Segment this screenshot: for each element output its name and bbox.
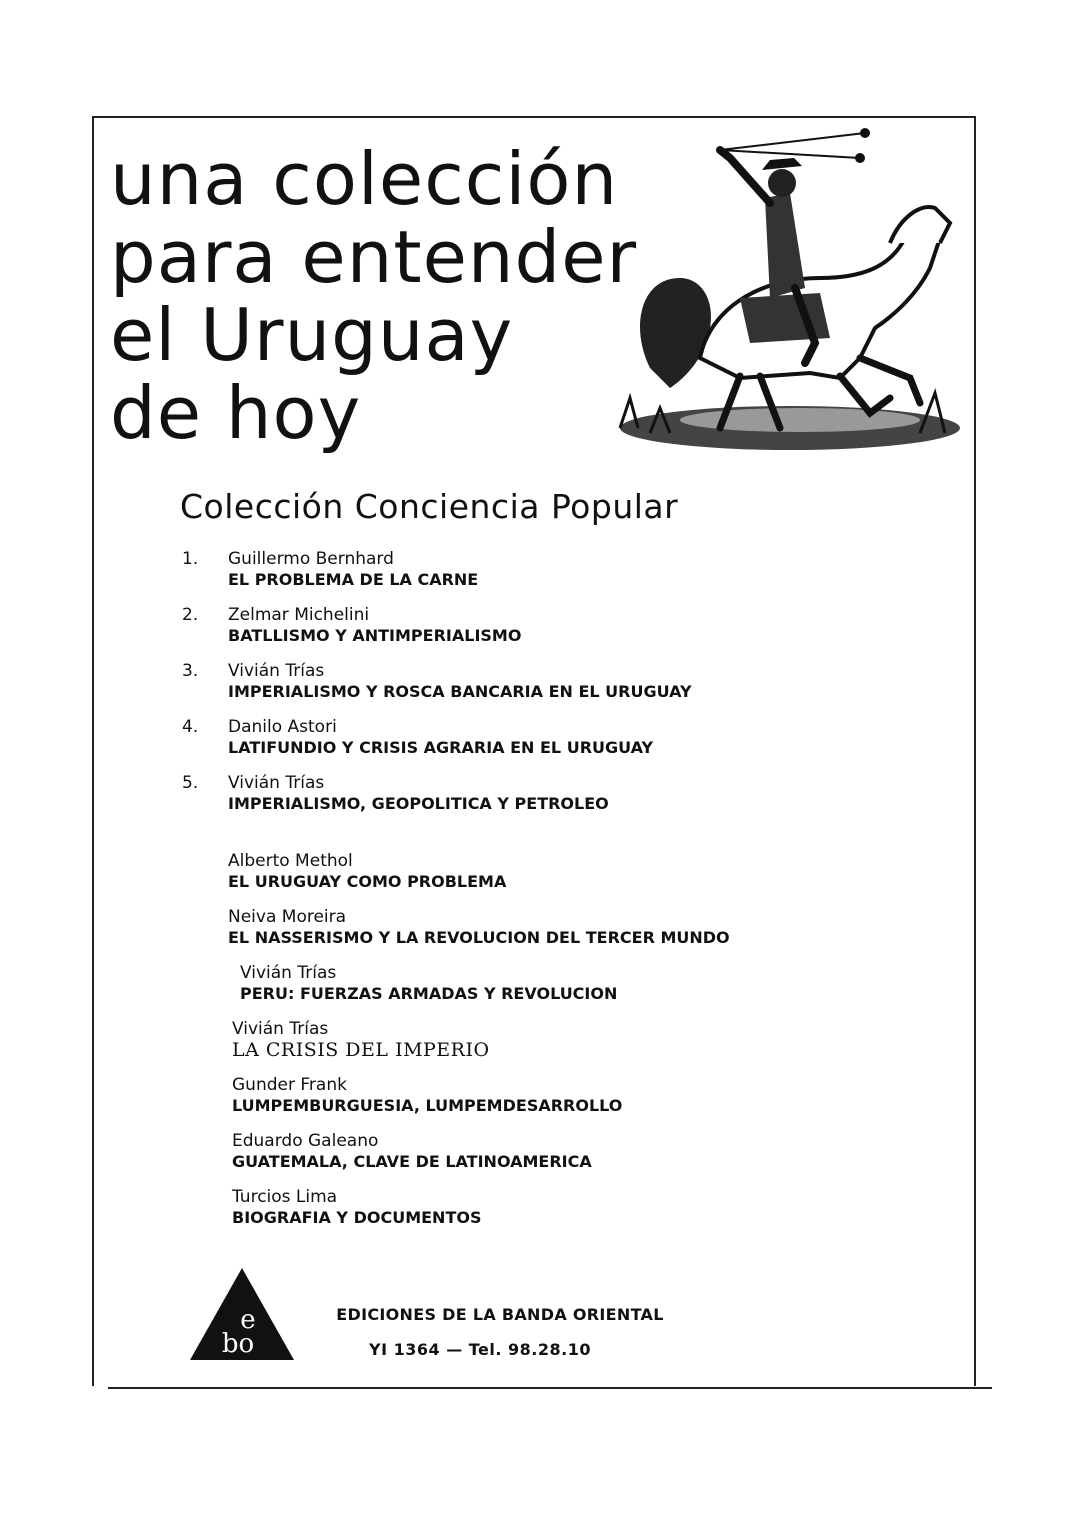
collection-title: Colección Conciencia Popular bbox=[180, 487, 679, 526]
ebo-logo-icon bbox=[190, 1268, 294, 1360]
book-title: IMPERIALISMO Y ROSCA BANCARIA EN EL URUGUAY bbox=[228, 682, 692, 701]
book-title: GUATEMALA, CLAVE DE LATINOAMERICA bbox=[232, 1152, 592, 1171]
book-title: LUMPEMBURGUESIA, LUMPEMDESARROLLO bbox=[232, 1096, 623, 1115]
book-title: LATIFUNDIO Y CRISIS AGRARIA EN EL URUGUAY bbox=[228, 738, 654, 757]
book-title: EL URUGUAY COMO PROBLEMA bbox=[228, 872, 507, 891]
book-author: Eduardo Galeano bbox=[232, 1131, 379, 1151]
book-author: Vivián Trías bbox=[228, 773, 325, 793]
headline-line: el Uruguay bbox=[110, 293, 514, 377]
gaucho-on-horse-icon bbox=[590, 128, 970, 458]
item-number: 1. bbox=[182, 549, 199, 569]
book-title: LA CRISIS DEL IMPERIO bbox=[232, 1039, 490, 1061]
publisher-name: EDICIONES DE LA BANDA ORIENTAL bbox=[336, 1305, 664, 1324]
book-title: IMPERIALISMO, GEOPOLITICA Y PETROLEO bbox=[228, 794, 609, 813]
book-author: Zelmar Michelini bbox=[228, 605, 370, 625]
logo-letters-bo: bo bbox=[221, 1329, 255, 1359]
book-title: BIOGRAFIA Y DOCUMENTOS bbox=[232, 1208, 482, 1227]
book-title: EL NASSERISMO Y LA REVOLUCION DEL TERCER MUNDO bbox=[228, 928, 730, 947]
book-title: BATLLISMO Y ANTIMPERIALISMO bbox=[228, 626, 522, 645]
book-title: PERU: FUERZAS ARMADAS Y REVOLUCION bbox=[240, 984, 618, 1003]
headline-line: de hoy bbox=[110, 371, 362, 455]
book-author: Vivián Trías bbox=[240, 963, 337, 983]
book-title: EL PROBLEMA DE LA CARNE bbox=[228, 570, 479, 589]
headline-line: para entender bbox=[110, 215, 638, 299]
book-author: Gunder Frank bbox=[232, 1075, 347, 1095]
page-frame-bottom-rule bbox=[108, 1387, 992, 1389]
book-author: Guillermo Bernhard bbox=[228, 549, 394, 569]
headline-line: una colección bbox=[110, 137, 619, 221]
book-author: Turcios Lima bbox=[232, 1187, 338, 1207]
item-number: 2. bbox=[182, 605, 199, 625]
item-number: 4. bbox=[182, 717, 199, 737]
book-author: Vivián Trías bbox=[232, 1019, 329, 1039]
book-author: Alberto Methol bbox=[228, 851, 353, 871]
item-number: 5. bbox=[182, 773, 199, 793]
headline bbox=[110, 137, 638, 455]
logo-letter-e: e bbox=[240, 1305, 256, 1335]
book-author: Neiva Moreira bbox=[228, 907, 347, 927]
item-number: 3. bbox=[182, 661, 199, 681]
publisher-address: YI 1364 — Tel. 98.28.10 bbox=[368, 1340, 591, 1359]
book-author: Vivián Trías bbox=[228, 661, 325, 681]
book-author: Danilo Astori bbox=[228, 717, 337, 737]
